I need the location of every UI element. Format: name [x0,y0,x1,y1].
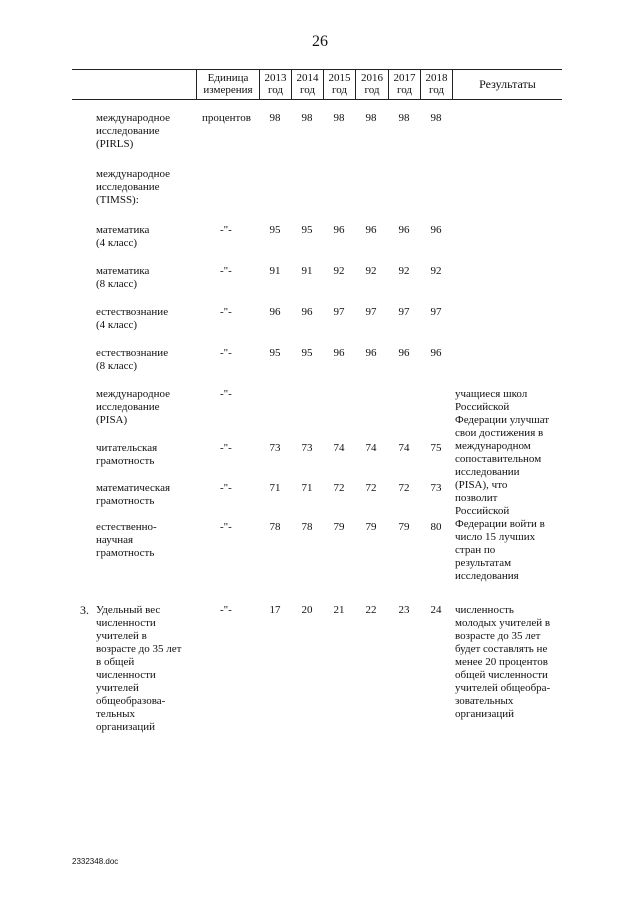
results-line: свои достижения в [455,427,544,439]
label-line: грамотность [96,455,155,467]
results-line: сопоставительном [455,453,542,465]
value-cell: 96 [398,347,410,359]
header-year-2015 [324,72,355,96]
results-pisa [455,388,549,583]
label-line: учителей [96,682,139,694]
value-cell: 75 [430,442,442,454]
row-label-pisa [96,388,170,427]
value-cell: 96 [398,224,410,236]
label-line: естествознание [96,347,169,359]
year-word: год [299,84,316,96]
value-cell: 72 [333,482,345,494]
results-line: позволит [455,492,498,504]
label-line: (TIMSS): [96,194,139,206]
value-cell: 97 [398,306,410,318]
label-line: общеобразова- [96,695,166,707]
value-cell: 24 [430,604,442,616]
results-line: молодых учителей в [455,617,551,629]
label-line: (4 класс) [96,237,138,249]
label-line: международное [96,388,170,400]
row-label-reading [96,442,157,468]
results-line: менее 20 процентов [455,656,548,668]
year-label: 2015 [328,72,351,84]
value-cell: 98 [333,112,345,124]
label-line: численности [96,669,156,681]
value-cell: 23 [398,604,410,616]
results-line: число 15 лучших [455,531,536,543]
header-year-2014 [292,72,323,96]
value-cell: 17 [269,604,281,616]
label-line: возрасте до 35 лет [96,643,182,655]
value-cell: 96 [365,224,377,236]
header-bottom-rule [72,99,562,100]
row-number-3: 3. [80,603,89,617]
results-line: возрасте до 35 лет [455,630,541,642]
label-line: естественно- [96,521,157,533]
label-line: математика [96,224,150,236]
row-label-pirls [96,112,170,151]
value-cell: 80 [430,521,442,533]
year-word: год [267,84,284,96]
row-unit-pisa: -"- [220,388,232,400]
results-line: Федерации войти в [455,518,545,530]
value-cell: 79 [398,521,410,533]
value-cell: 96 [430,224,442,236]
year-label: 2013 [264,72,287,84]
value-cell: 20 [301,604,313,616]
row-label-young-teachers [96,604,181,734]
header-unit-line2: измерения [203,84,253,96]
row-unit-pirls: процентов [202,112,251,124]
label-line: (8 класс) [96,278,138,290]
value-cell: 98 [398,112,410,124]
value-cell: 91 [269,265,281,277]
row-unit-math-literacy: -"- [220,482,232,494]
value-cell: 96 [269,306,281,318]
value-cell: 96 [301,306,313,318]
value-cell: 98 [269,112,281,124]
value-cell: 97 [365,306,377,318]
year-label: 2017 [393,72,416,84]
row-label-science-literacy [96,521,157,560]
header-results: Результаты [479,77,536,91]
results-line: результатам [455,557,512,569]
label-line: исследование [96,181,160,193]
value-cell: 71 [269,482,281,494]
header-year-2013 [260,72,291,96]
value-cell: 22 [365,604,377,616]
value-cell: 98 [365,112,377,124]
row-unit-science-8: -"- [220,347,232,359]
label-line: математика [96,265,150,277]
results-line: Российской [455,401,510,413]
label-line: научная [96,534,134,546]
value-cell: 72 [398,482,410,494]
year-word: год [396,84,413,96]
value-cell: 92 [333,265,345,277]
value-cell: 96 [333,224,345,236]
value-cell: 74 [365,442,377,454]
row-label-math-literacy [96,482,170,508]
results-line: учащиеся школ [455,388,528,400]
row-unit-science-literacy: -"- [220,521,232,533]
label-line: организаций [96,721,156,733]
header-unit [197,72,259,96]
header-year-2017 [389,72,420,96]
label-line: грамотность [96,495,155,507]
results-line: зовательных [455,695,514,707]
results-line: (PISA), что [455,479,508,491]
results-line: численность [455,604,514,616]
results-line: международном [455,440,531,452]
value-cell: 97 [333,306,345,318]
label-line: (PISA) [96,414,128,426]
label-line: Удельный вес [96,604,161,616]
results-line: исследовании [455,466,520,478]
header-top-rule [72,69,562,70]
label-line: естествознание [96,306,169,318]
row-label-timss [96,168,170,207]
value-cell: 73 [269,442,281,454]
row-label-science-8 [96,347,168,373]
value-cell: 98 [430,112,442,124]
value-cell: 96 [430,347,442,359]
page-number: 26 [312,33,328,50]
row-unit-young-teachers: -"- [220,604,232,616]
results-line: Федерации улучшат [455,414,550,426]
label-line: численности [96,617,156,629]
value-cell: 95 [301,347,313,359]
value-cell: 91 [301,265,313,277]
value-cell: 92 [430,265,442,277]
year-label: 2016 [361,72,383,84]
value-cell: 78 [301,521,313,533]
value-cell: 79 [365,521,377,533]
results-line: будет составлять не [455,643,548,655]
row-label-science-4 [96,306,168,332]
value-cell: 97 [430,306,442,318]
value-cell: 73 [430,482,442,494]
row-unit-reading: -"- [220,442,232,454]
label-line: исследование [96,401,160,413]
row-label-math-8 [96,265,149,291]
value-cell: 95 [269,347,281,359]
label-line: тельных [96,708,135,720]
value-cell: 95 [301,224,313,236]
value-cell: 74 [333,442,345,454]
value-cell: 73 [301,442,313,454]
label-line: математическая [96,482,171,494]
value-cell: 79 [333,521,345,533]
footer-filename: 2332348.doc [72,857,119,866]
value-cell: 96 [365,347,377,359]
label-line: международное [96,168,170,180]
label-line: грамотность [96,547,155,559]
value-cell: 78 [269,521,281,533]
label-line: исследование [96,125,160,137]
header-year-2018 [421,72,452,96]
results-line: Российской [455,505,510,517]
value-cell: 72 [365,482,377,494]
value-cell: 71 [301,482,313,494]
results-line: общей численности [455,669,548,681]
value-cell: 98 [301,112,313,124]
header-year-2016 [356,72,388,96]
value-cell: 95 [269,224,281,236]
results-line: организаций [455,708,515,720]
year-word: год [364,84,380,96]
value-cell: 92 [398,265,410,277]
value-cell: 21 [333,604,345,616]
row-unit-math-8: -"- [220,265,232,277]
year-word: год [331,84,348,96]
results-line: учителей общеобра- [455,682,551,694]
row-unit-science-4: -"- [220,306,232,318]
label-line: (PIRLS) [96,138,134,150]
results-line: стран по [455,544,496,556]
label-line: (8 класс) [96,360,138,372]
label-line: учителей в [96,630,147,642]
label-line: международное [96,112,170,124]
results-line: исследования [455,570,519,582]
label-line: читательская [96,442,158,454]
label-line: в общей [96,656,135,668]
row-unit-math-4: -"- [220,224,232,236]
results-young-teachers [455,604,550,721]
value-cell: 96 [333,347,345,359]
value-cell: 74 [398,442,410,454]
row-label-math-4 [96,224,149,250]
year-word: год [428,84,445,96]
header-unit-line1: Единица [207,72,249,84]
year-label: 2018 [425,72,448,84]
label-line: (4 класс) [96,319,138,331]
year-label: 2014 [296,72,319,84]
value-cell: 92 [365,265,377,277]
